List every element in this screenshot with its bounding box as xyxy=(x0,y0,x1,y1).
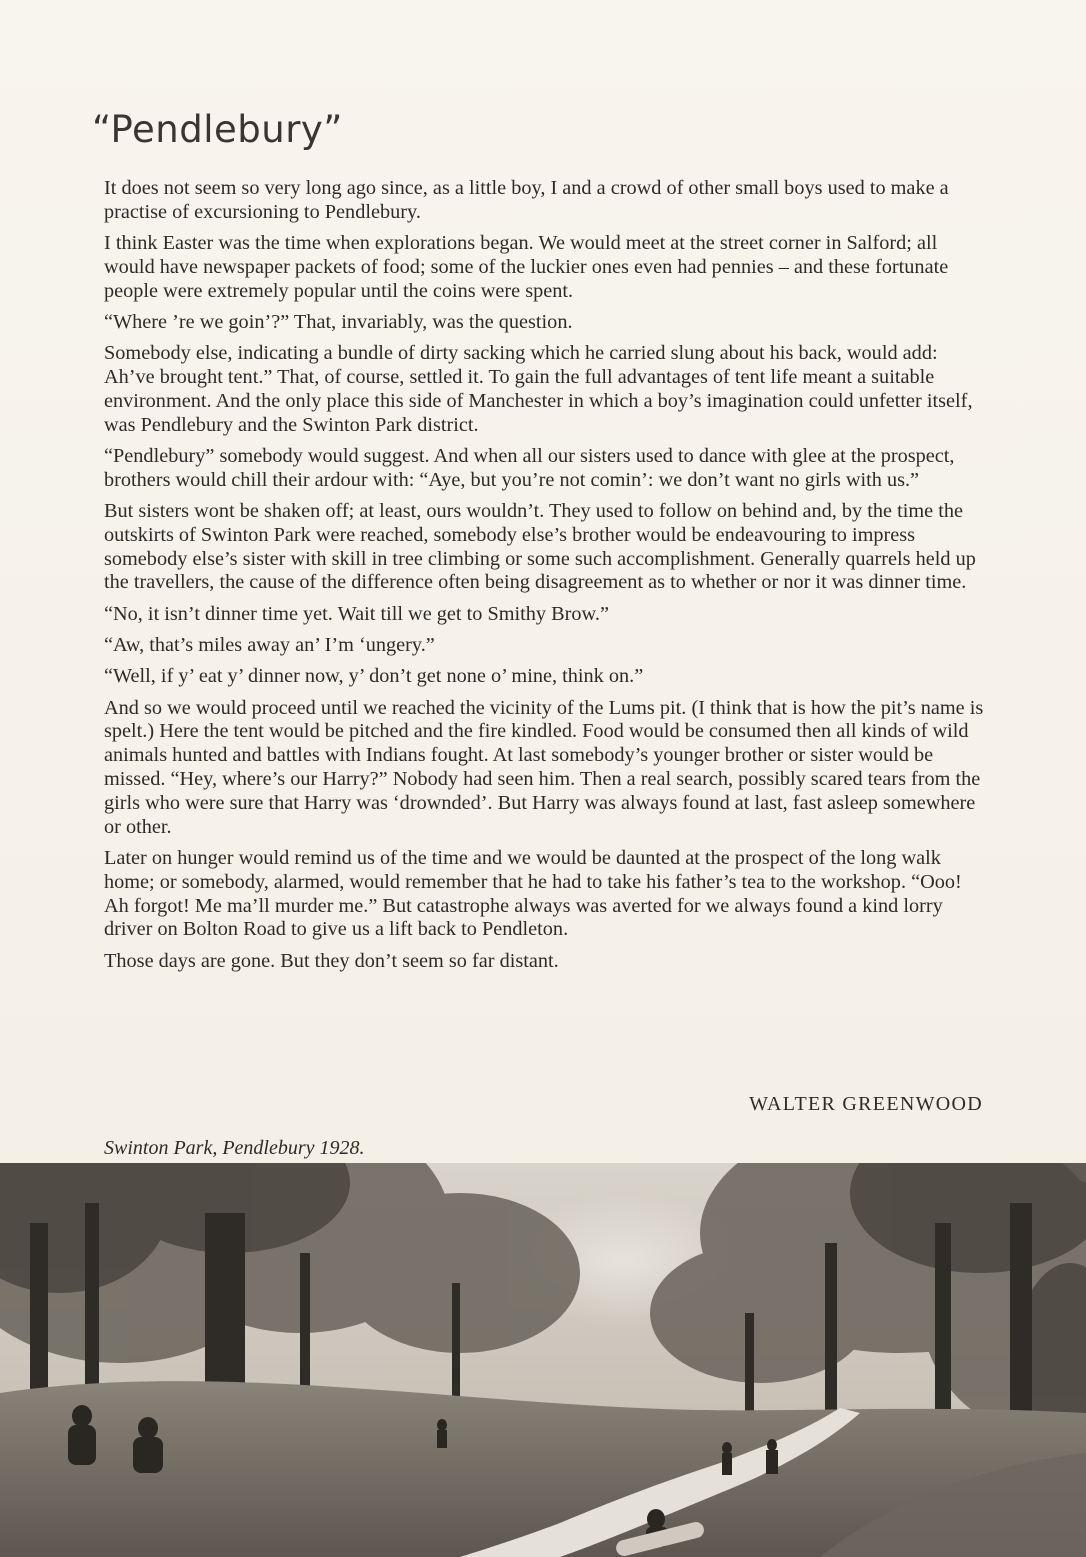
paragraph: But sisters wont be shaken off; at least, ours wouldn’t. They used to follow on behind and, by the time the outskirts of Swinton Park were reached, somebody else’s brother would be endeavouring to impress somebody else’s sister with skill in tree climbing or some such accomplishment. Generally quarrels held up the travellers, the cause of the difference often being disagreement as to whether or nor it was dinner time. xyxy=(104,500,976,594)
paragraph: I think Easter was the time when explorations began. We would meet at the street corner in Salford; all would have newspaper packets of food; some of the luckier ones even had pennies – and these fortunate people were extremely popular until the coins were spent. xyxy=(104,232,949,302)
paragraph: And so we would proceed until we reached the vicinity of the Lums pit. (I think that is how the pit’s name is spelt.) Here the tent would be pitched and the fire kindled. Food would be consumed then all kinds of wild animals hunted and battles with Indians fought. At last somebody’s younger brother or sister would be missed. “Hey, where’s our Harry?” Nobody had seen him. Then a real search, possibly scared tears from the girls who were sure that Harry was ‘drownded’. But Harry was always found at last, fast asleep somewhere or other. xyxy=(104,696,984,838)
paragraph: “No, it isn’t dinner time yet. Wait till we get to Smithy Brow.” xyxy=(104,602,609,625)
author-signature: WALTER GREENWOOD xyxy=(749,1093,983,1115)
article-body xyxy=(104,177,984,981)
paragraph: Those days are gone. But they don’t seem so far distant. xyxy=(104,949,559,972)
park-photo xyxy=(0,1163,1086,1557)
paragraph: Later on hunger would remind us of the time and we would be daunted at the prospect of the long walk home; or somebody, alarmed, would remember that he had to take his father’s tea to the workshop. “Ooo! Ah forgot! Me ma’ll murder me.” But catastrophe always was averted for we always found a kind lorry driver on Bolton Road to give us a lift back to Pendleton. xyxy=(104,846,962,941)
paragraph: “Where ’re we goin’?” That, invariably, was the question. xyxy=(104,310,573,333)
paragraph: “Well, if y’ eat y’ dinner now, y’ don’t get none o’ mine, think on.” xyxy=(104,665,644,688)
paragraph: “Pendlebury” somebody would suggest. And when all our sisters used to dance with glee at the prospect, brothers would chill their ardour with: “Aye, but you’re not comin’: we don’t want no girls with us.” xyxy=(104,444,955,491)
photo-caption: Swinton Park, Pendlebury 1928. xyxy=(104,1137,365,1159)
page-title: “Pendlebury” xyxy=(92,108,343,151)
paragraph: Somebody else, indicating a bundle of dirty sacking which he carried slung about his back, would add: Ah’ve brought tent.” That, of course, settled it. To gain the full advantages of tent life meant a suitable environment. And the only place this side of Manchester in which a boy’s imagination could unfetter itself, was Pendlebury and the Swinton Park district. xyxy=(104,342,973,436)
paragraph: It does not seem so very long ago since, as a little boy, I and a crowd of other small boys used to make a practise of excursioning to Pendlebury. xyxy=(104,177,949,223)
paragraph: “Aw, that’s miles away an’ I’m ‘ungery.” xyxy=(104,634,435,657)
